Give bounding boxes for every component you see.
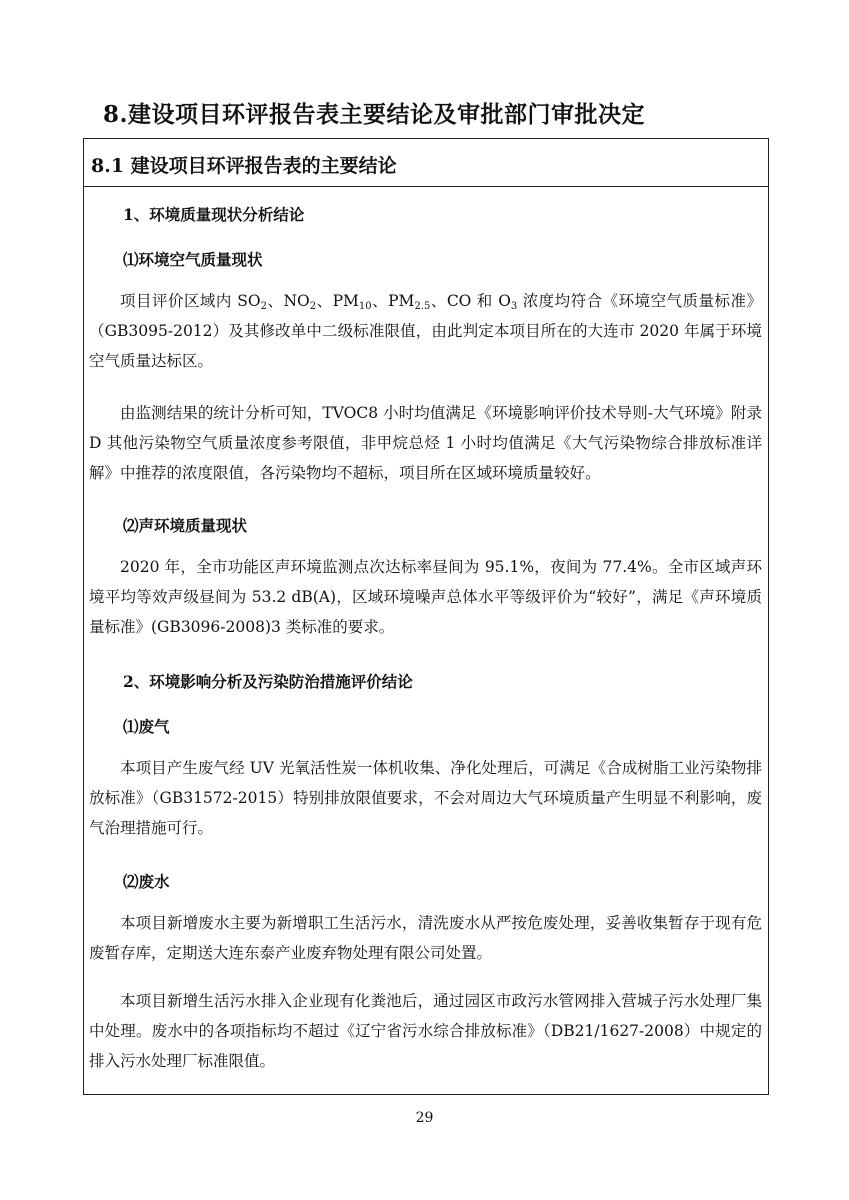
- heading-noise: ⑵声环境质量现状: [123, 516, 248, 535]
- air-para1-sub5: 3: [510, 301, 518, 312]
- air-para1-mid2: 、PM: [316, 292, 359, 310]
- air-para1-mid1: 、NO: [267, 292, 310, 310]
- page-number: 29: [415, 1110, 434, 1126]
- section-heading: 8.1 建设项目环评报告表的主要结论: [91, 155, 397, 177]
- heading-impact: 2、环境影响分析及污染防治措施评价结论: [123, 672, 413, 691]
- air-para1-mid3: 、PM: [371, 292, 415, 310]
- water-paragraph-2: 本项目新增生活污水排入企业现有化粪池后，通过园区市政污水管网排入营城子污水处理厂集中处理。废水中的各项指标均不超过《辽宁省污水综合排放标准》（DB21/1627-2008）中规定的排入污水处理厂标准限值。: [89, 992, 762, 1070]
- air-para1-prefix: 项目评价区域内 SO: [120, 292, 261, 310]
- air-paragraph-1: [89, 286, 762, 376]
- noise-paragraph: 2020 年，全市功能区声环境监测点次达标率昼间为 95.1%，夜间为 77.4%。全市区域声环境平均等效声级昼间为 53.2 dB(A)，区域环境噪声总体水平等级评价为“较好”，满足《声环境质量标准》(GB3096-2008)3 类标准的要求。: [89, 558, 762, 636]
- air-para1-mid4: 、CO 和 O: [430, 292, 511, 310]
- heading-water: ⑵废水: [123, 872, 170, 891]
- air-para1-sub1: 2: [260, 301, 268, 312]
- water-paragraph-1: 本项目新增废水主要为新增职工生活污水，清洗废水从严按危废处理，妥善收集暂存于现有危废暂存库，定期送大连东泰产业废弃物处理有限公司处置。: [89, 914, 762, 962]
- header-divider: [84, 186, 768, 187]
- air-para1-sub2: 2: [309, 301, 317, 312]
- air-para1-sub3: 10: [358, 301, 372, 312]
- air-para1-sub4: 2.5: [414, 301, 431, 312]
- conclusion-table: [83, 138, 769, 1095]
- gas-paragraph: 本项目产生废气经 UV 光氧活性炭一体机收集、净化处理后，可满足《合成树脂工业污染物排放标准》（GB31572-2015）特别排放限值要求，不会对周边大气环境质量产生明显不利影响，废气治理措施可行。: [89, 759, 762, 837]
- air-paragraph-2: 由监测结果的统计分析可知，TVOC8 小时均值满足《环境影响评价技术导则-大气环境》附录 D 其他污染物空气质量浓度参考限值，非甲烷总烃 1 小时均值满足《大气污染物综合排放标准详解》中推荐的浓度限值，各污染物均不超标，项目所在区域环境质量较好。: [89, 404, 762, 482]
- air-para1-suffix: 浓度均符合《环境空气质量标准》（GB3095-2012）及其修改单中二级标准限值，由此判定本项目所在的大连市 2020 年属于环境空气质量达标区。: [89, 292, 762, 370]
- heading-air: ⑴环境空气质量现状: [123, 250, 263, 269]
- heading-gas: ⑴废气: [123, 717, 170, 736]
- page-title: 8.建设项目环评报告表主要结论及审批部门审批决定: [103, 101, 646, 128]
- heading-env-quality: 1、环境质量现状分析结论: [123, 205, 305, 224]
